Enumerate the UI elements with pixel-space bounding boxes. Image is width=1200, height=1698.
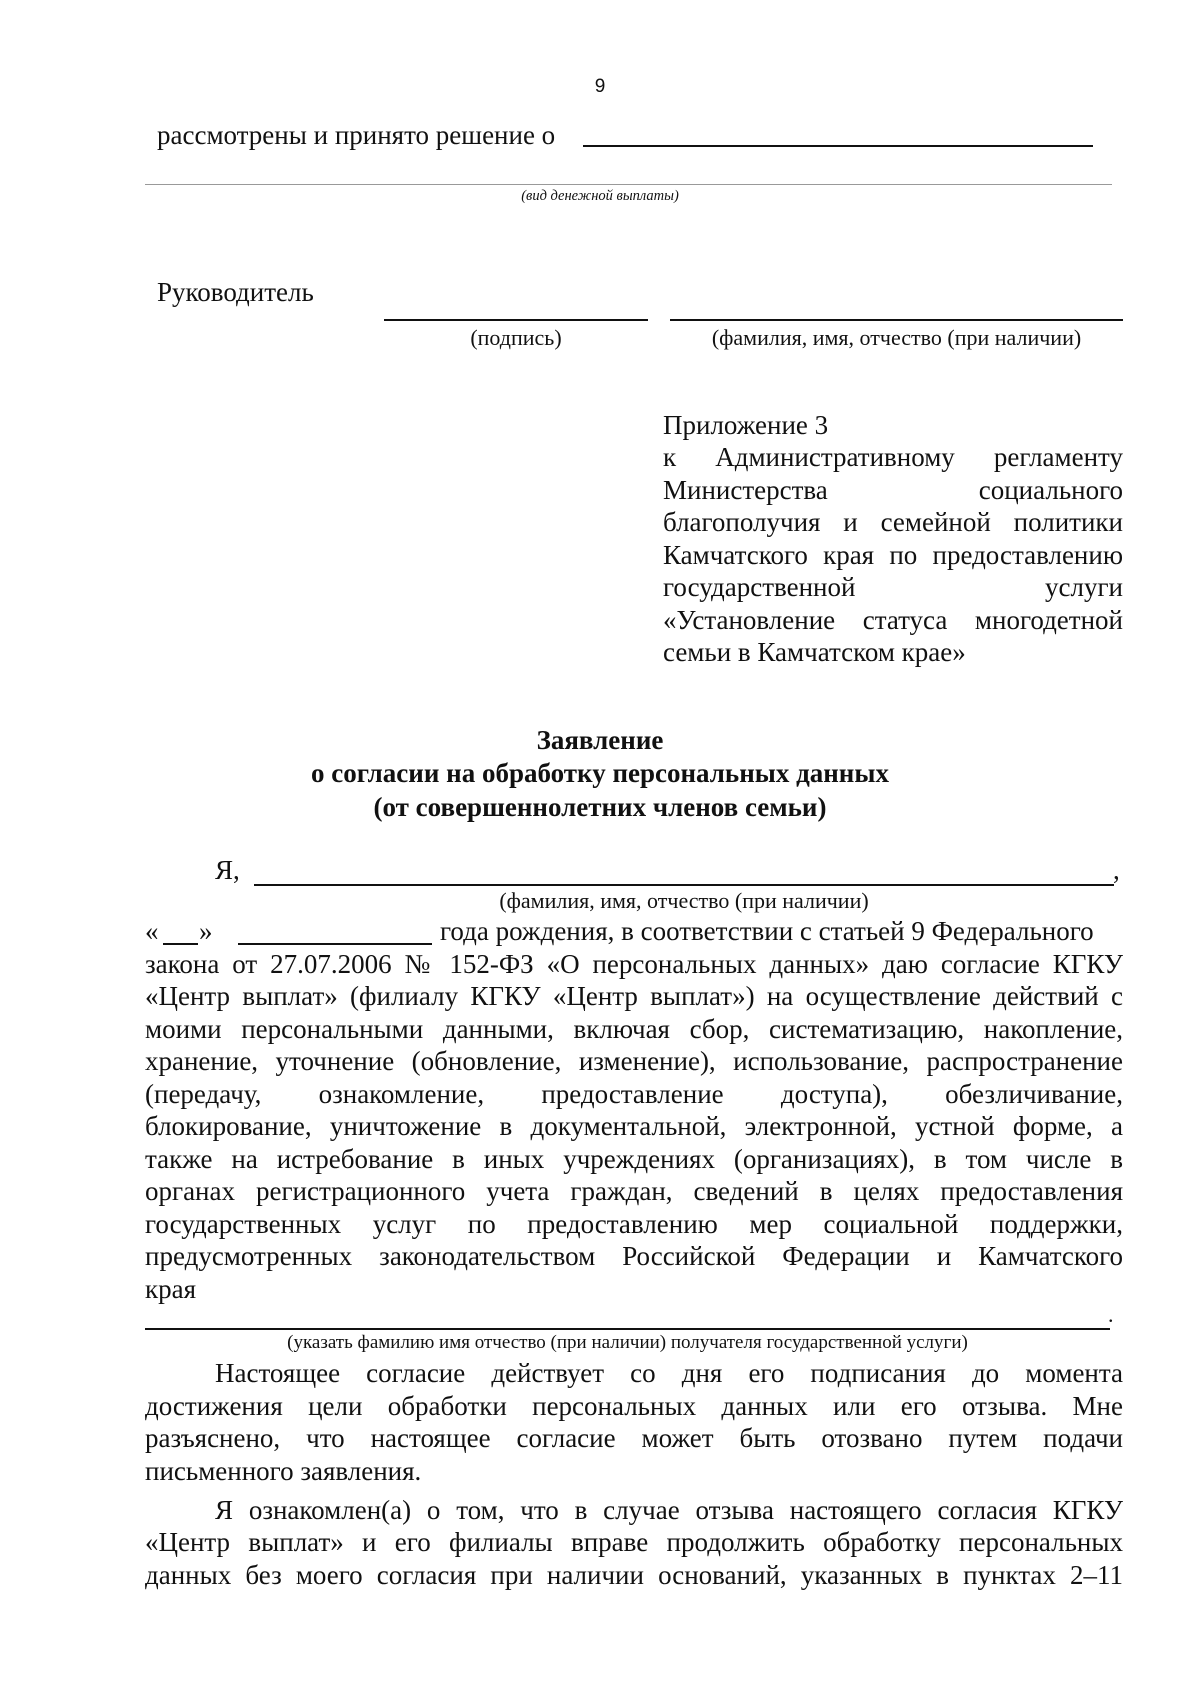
appendix-line: Министерства социального: [663, 475, 1123, 505]
consent-line: достижения цели обработки персональных данных или его отзыва. Мне: [145, 1391, 1123, 1421]
document-title: Заявление: [536, 725, 664, 755]
signature-line: [384, 319, 648, 321]
statement-line: блокирование, уничтожение в документальной, электронной, устной форме, а: [145, 1111, 1123, 1141]
statement-line: хранение, уточнение (обновление, изменение), использование, распространение: [145, 1046, 1123, 1076]
statement-line: (передачу, ознакомление, предоставление доступа), обезличивание,: [145, 1079, 1123, 1109]
notice-line: «Центр выплат» и его филиалы вправе продолжить обработку персональных: [145, 1527, 1123, 1557]
statement-line: закона от 27.07.2006 № 152-ФЗ «О персональных данных» даю согласие КГКУ: [145, 949, 1123, 979]
recipient-name-line: [145, 1328, 1110, 1330]
birth-month-blank: [238, 943, 432, 945]
statement-line: предусмотренных законодательством Российской Федерации и Камчатского: [145, 1241, 1123, 1271]
notice-line: Я ознакомлен(а) о том, что в случае отзыва настоящего согласия КГКУ: [215, 1495, 1123, 1525]
birth-day-blank: [163, 943, 198, 945]
decision-blank-line: [583, 145, 1093, 147]
head-label: Руководитель: [157, 277, 314, 307]
page-number: 9: [594, 76, 606, 97]
statement-line: государственных услуг по предоставлению мер социальной поддержки,: [145, 1209, 1123, 1239]
applicant-name-line: [254, 884, 1114, 886]
statement-line: «Центр выплат» (филиалу КГКУ «Центр выплат») на осуществление действий с: [145, 981, 1123, 1011]
document-subtitle-note: (от совершеннолетних членов семьи): [373, 792, 827, 822]
decision-text: рассмотрены и принято решение о: [157, 120, 556, 150]
statement-i-prefix: Я,: [215, 855, 240, 885]
consent-line: Настоящее согласие действует со дня его подписания до момента: [215, 1358, 1123, 1388]
decision-caption: (вид денежной выплаты): [521, 188, 679, 204]
consent-line: разъяснено, что настоящее согласие может быть отозвано путем подачи: [145, 1423, 1123, 1453]
date-quote-close: »: [199, 916, 213, 946]
statement-line: моими персональными данными, включая сбор, систематизацию, накопление,: [145, 1014, 1123, 1044]
appendix-line: Приложение 3: [663, 410, 829, 440]
document-subtitle: о согласии на обработку персональных данных: [311, 758, 889, 788]
appendix-line: к Административному регламенту: [663, 442, 1123, 472]
decision-rule: [145, 184, 1112, 185]
name-line: [670, 319, 1123, 321]
appendix-line: «Установление статуса многодетной: [663, 605, 1123, 635]
appendix-line: семьи в Камчатском крае»: [663, 637, 966, 667]
birth-text: года рождения, в соответствии с статьей 9 Федерального: [440, 916, 1094, 946]
statement-last-line: края: [145, 1274, 197, 1304]
statement-line: органах регистрационного учета граждан, сведений в целях предоставления: [145, 1176, 1123, 1206]
statement-line: также на истребование в иных учреждениях (организациях), в том числе в: [145, 1144, 1123, 1174]
recipient-suffix: .: [1108, 1302, 1114, 1327]
appendix-line: Камчатского края по предоставлению: [663, 540, 1123, 570]
recipient-caption: (указать фамилию имя отчество (при наличии) получателя государственной услуги): [287, 1332, 968, 1353]
name-caption: (фамилия, имя, отчество (при наличии): [711, 325, 1082, 350]
applicant-name-caption: (фамилия, имя, отчество (при наличии): [499, 888, 869, 913]
appendix-line: благополучия и семейной политики: [663, 507, 1123, 537]
consent-last-line: письменного заявления.: [145, 1456, 422, 1486]
appendix-line: государственной услуги: [663, 572, 1123, 602]
notice-line: данных без моего согласия при наличии оснований, указанных в пунктах 2–11: [145, 1560, 1123, 1590]
date-quote-open: «: [145, 916, 159, 946]
statement-i-suffix: ,: [1113, 855, 1120, 885]
signature-caption: (подпись): [470, 325, 562, 350]
